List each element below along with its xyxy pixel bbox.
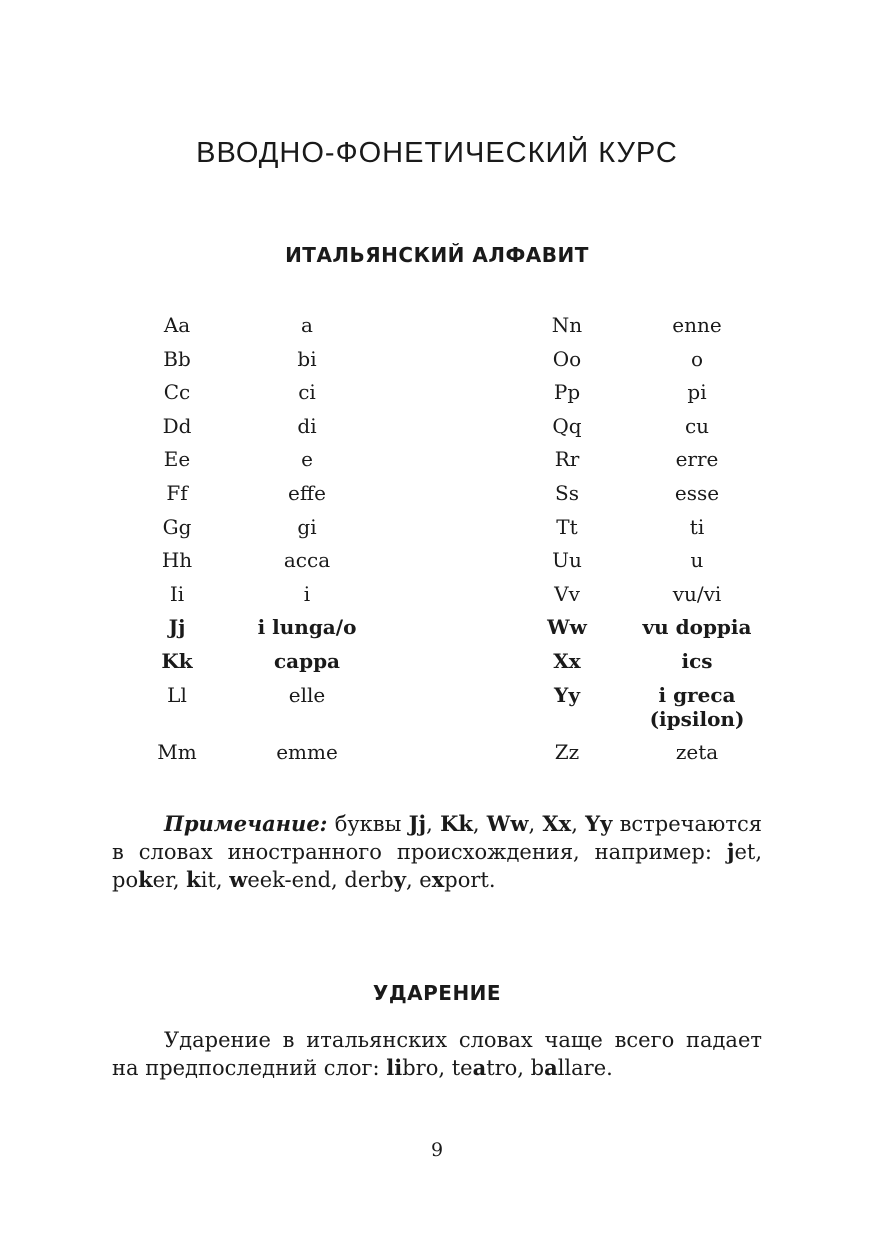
letter-name-cell: acca (283, 548, 331, 573)
spacer-cell (372, 447, 502, 481)
letter-name-cell: cappa (273, 648, 341, 673)
letter-name-cell: vu/vi (672, 581, 722, 606)
spacer-cell (372, 481, 502, 515)
letter-cell: Hh (161, 548, 193, 573)
alphabet-section-title: ИТАЛЬЯНСКИЙ АЛФАВИТ (285, 243, 589, 267)
letter-cell: Ee (163, 447, 191, 472)
stress-section-title: УДАРЕНИЕ (372, 981, 502, 1005)
letter-cell: Ii (169, 581, 185, 606)
spacer-cell (372, 740, 502, 774)
spacer-cell (372, 548, 502, 582)
alphabet-row (112, 380, 762, 414)
letter-cell: Dd (162, 413, 192, 438)
letter-name-cell: pi (687, 380, 707, 405)
stress-paragraph (112, 1026, 762, 1082)
letter-cell: Gg (162, 514, 192, 539)
letter-cell: Kk (161, 648, 193, 673)
alphabet-row (112, 740, 762, 774)
spacer-cell (372, 414, 502, 448)
note-text: буквы Jj, Kk, Ww, Xx, Yy встречаются в словах иностранного происхождения, например: jet, poker, kit, week-end, derby, export. (112, 811, 762, 892)
letter-name-cell: ti (689, 514, 705, 539)
letter-name-cell: vu doppia (642, 615, 752, 640)
spacer-cell (372, 683, 502, 740)
spacer-cell (372, 582, 502, 616)
letter-name-cell: zeta (675, 739, 719, 764)
letter-cell: Oo (552, 346, 582, 371)
letter-name-cell: elle (288, 682, 326, 707)
letter-name-cell: enne (672, 313, 722, 337)
spacer-cell (372, 615, 502, 649)
letter-cell: Ss (555, 480, 579, 505)
letter-cell: Tt (556, 514, 578, 539)
stress-text: Ударение в итальянских словах чаще всего падает на предпоследний слог: libro, teatro, ballare. (112, 1028, 762, 1080)
alphabet-row (112, 649, 762, 683)
alphabet-row (112, 582, 762, 616)
letter-cell: Aa (163, 313, 191, 337)
letter-cell: Ll (167, 682, 187, 707)
letter-cell: Pp (553, 380, 581, 405)
letter-cell: Ff (166, 480, 188, 505)
letter-cell: Jj (168, 615, 186, 640)
letter-cell: Cc (163, 380, 191, 405)
letter-cell: Yy (554, 682, 580, 707)
alphabet-row (112, 683, 762, 740)
spacer-cell (372, 515, 502, 549)
letter-name-cell: esse (674, 480, 720, 505)
letter-cell: Mm (157, 739, 197, 764)
alphabet-row (112, 414, 762, 448)
letter-name-cell: o (690, 346, 704, 371)
letter-cell: Uu (552, 548, 582, 573)
letter-name-cell: i (303, 581, 311, 606)
letter-name-cell: emme (276, 739, 338, 764)
alphabet-note (112, 810, 762, 894)
alphabet-row (112, 347, 762, 381)
alphabet-table (112, 313, 762, 773)
alphabet-row (112, 447, 762, 481)
letter-name-cell: ics (681, 648, 713, 673)
alphabet-row (112, 313, 762, 347)
letter-name-cell: gi (297, 514, 317, 539)
page-number: 9 (430, 1139, 444, 1161)
spacer-cell (372, 380, 502, 414)
spacer-cell (372, 347, 502, 381)
alphabet-row (112, 548, 762, 582)
spacer-cell (372, 313, 502, 347)
letter-name-cell: i lunga/o (257, 615, 357, 640)
alphabet-row (112, 515, 762, 549)
letter-cell: Zz (554, 739, 580, 764)
letter-cell: Qq (552, 413, 582, 438)
alphabet-row (112, 615, 762, 649)
note-label: Примечание: (164, 811, 328, 836)
letter-cell: Xx (553, 648, 581, 673)
letter-cell: Nn (551, 313, 583, 337)
letter-name-cell: ci (298, 380, 316, 405)
letter-name-cell: cu (684, 413, 710, 438)
letter-name-cell: i greca (ipsilon) (649, 682, 745, 731)
letter-name-cell: bi (297, 346, 317, 371)
letter-name-cell: effe (288, 480, 326, 505)
letter-name-cell: a (301, 313, 313, 337)
page-title: ВВОДНО-ФОНЕТИЧЕСКИЙ КУРС (196, 137, 678, 169)
letter-name-cell: erre (675, 447, 719, 472)
letter-cell: Ww (547, 615, 587, 640)
letter-name-cell: di (297, 413, 317, 438)
letter-name-cell: e (301, 447, 313, 472)
letter-name-cell: u (690, 548, 704, 573)
letter-cell: Vv (554, 581, 580, 606)
letter-cell: Rr (554, 447, 580, 472)
spacer-cell (372, 649, 502, 683)
letter-cell: Bb (163, 346, 191, 371)
alphabet-row (112, 481, 762, 515)
